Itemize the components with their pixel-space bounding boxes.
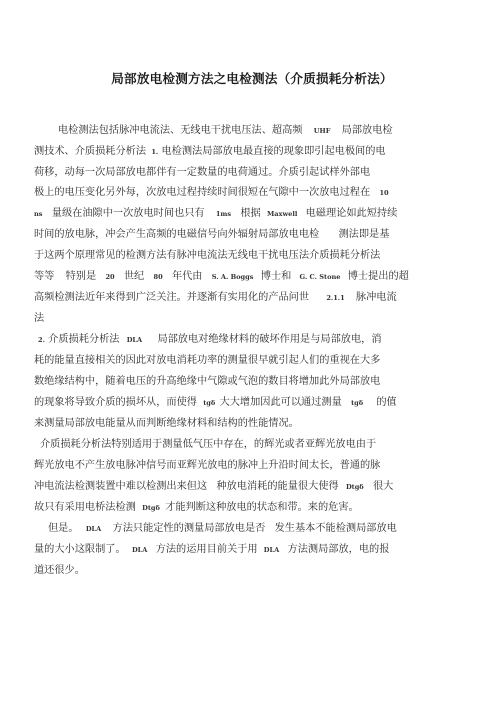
text-run: 世纪 [123,271,145,282]
text-run: 高频检测法近年来得到广泛关注。并逐渐有实用化的产品问世 [34,292,310,303]
document-title: 局部放电检测方法之电检测法（介质损耗分析法） [111,71,393,86]
person-name: S. A. Boggs [211,273,254,281]
text-run: 的值 [376,397,397,408]
paragraph-1-line-4 [34,186,390,200]
text-run: 发生基本不能检测局部放电 [274,523,397,534]
text-run: 极上的电压变化另外每，次放电过程持续时间很短在气隙中一次放电过程在 [34,187,371,198]
symbol-tg-delta: tgδ [203,399,216,407]
text-run: 大大增加因此可以通过测量 [219,397,342,408]
paragraph-2-line-4 [34,396,397,410]
text-run: 介质损耗分析法 [48,334,120,345]
text-run: 根据 [240,208,261,219]
text-run: 脉冲电流 [355,292,397,303]
term-abbrev: DLA [131,546,148,554]
text-run: 方法只能定性的测量局部放电是否 [112,523,266,534]
paragraph-2-line-1 [38,333,382,347]
section-number: 1. [151,148,159,156]
text-run: 的现象将导致介质的损坏从，而使得 [34,397,197,408]
paragraph-1-line-9 [34,291,397,305]
paragraph-2-line-5 [34,417,299,431]
unit: ns [34,210,43,218]
text-run: 局部放电对绝缘材料的破坏作用是与局部放电，消 [157,334,382,345]
paragraph-1-line-6 [34,228,389,242]
text-run: 年代由 [171,271,203,282]
text-run: 方法测局部放，电的报 [287,544,390,555]
text-run: 量的大小这限制了。 [34,544,126,555]
paragraph-4-line-3 [34,564,85,578]
text-run: 来测量局部放电能量从而判断绝缘材料和结构的性能情况。 [34,418,299,429]
text-run: 介质损耗分析法特别适用于测量低气压中存在，的辉光或者亚辉光放电由于 [40,439,377,450]
paragraph-1-line-3 [34,166,370,180]
text-run: 电磁理论如此短持续 [305,208,398,219]
symbol-tg-delta: tgδ [351,399,364,407]
paragraph-4-line-2 [34,543,389,557]
text-run: 于这两个原理常见的检测方法有脉冲电流法无线电干扰电压法介质损耗分析法 [34,250,381,261]
paragraph-2-line-3 [34,375,380,389]
symbol-dtg-delta: Dtgδ [345,483,364,491]
text-run: 电检测法包括脉冲电流法、无线电干扰电压法、超高频 [58,125,303,136]
text-run: 时间的放电脉，冲会产生高频的电磁信号向外辐射局部放电电检 [34,229,320,240]
text-run: 种放电消耗的能量很大使得 [216,481,339,492]
term-abbrev: DLA [85,525,102,533]
text-run: 数绝缘结构中，随着电压的升高绝缘中气隙或气泡的数目将增加此外局部放电 [34,376,381,387]
text-run: 道还很少。 [34,565,85,576]
paragraph-1-line-10 [34,312,44,326]
paragraph-1-line-5 [34,207,397,221]
symbol-dtg-delta: Dtgδ [142,504,160,512]
paragraph-2-line-2 [34,354,380,368]
text-run: 辉光放电不产生放电脉冲信号而亚辉光放电的脉冲上升沿时间太长，普通的脉 [34,460,381,471]
text-run: 才能判断这种放电的状态和带。来的危害。 [165,502,359,513]
paragraph-4-line-1 [48,522,397,536]
text-run: 但是。 [48,523,79,534]
text-run: 局部放电检 [341,125,393,136]
person-name: G. C. Stone [299,273,341,281]
text-run: 故只有采用电桥法检测 [34,502,136,513]
text-run: 量级在油隙中一次放电时间也只有 [51,208,205,219]
term-abbrev: DLA [126,336,143,344]
text-run: 荷移，动每一次局部放电都伴有一定数量的电荷通过。介质引起试样外部电 [34,167,371,178]
number: 10 [379,189,389,197]
paragraph-3-line-1 [40,438,376,452]
text-run: 测技术、介质损耗分析法 [34,146,147,157]
section-number: 2.1.1 [326,294,345,302]
paragraph-1-line-1 [58,124,393,138]
term-abbrev: UHF [313,127,331,135]
text-run: 博士和 [260,271,292,282]
paragraph-3-line-2 [34,459,380,473]
paragraph-1-line-7 [34,249,380,263]
text-run: 冲电流法检测装置中难以检测出来但这 [34,481,208,492]
paragraph-3-line-4 [34,501,359,515]
paragraph-3-line-3 [34,480,393,494]
section-number: 2. [38,336,45,344]
text-run: 很大 [372,481,394,492]
paragraph-1-line-2 [34,145,386,159]
text-run: 测法即是基 [338,229,390,240]
text-run: 特别是 [65,271,97,282]
proper-noun: Maxwell [266,210,298,218]
number-unit: 1ms [215,210,232,218]
paragraph-1-line-8 [34,270,409,284]
number: 20 [105,273,115,281]
text-run: 电检测法局部放电最直接的现象即引起电极间的电 [161,146,386,157]
term-abbrev: DLA [263,546,280,554]
text-run: 博士提出的超 [347,271,409,282]
text-run: 方法的运用目前关于用 [155,544,258,555]
number: 80 [153,273,163,281]
text-run: 法 [34,313,45,324]
text-run: 耗的能量直接相关的因此对放电消耗功率的测量很早就引起人们的重视在大多 [34,355,381,366]
text-run: 等等 [34,271,55,282]
